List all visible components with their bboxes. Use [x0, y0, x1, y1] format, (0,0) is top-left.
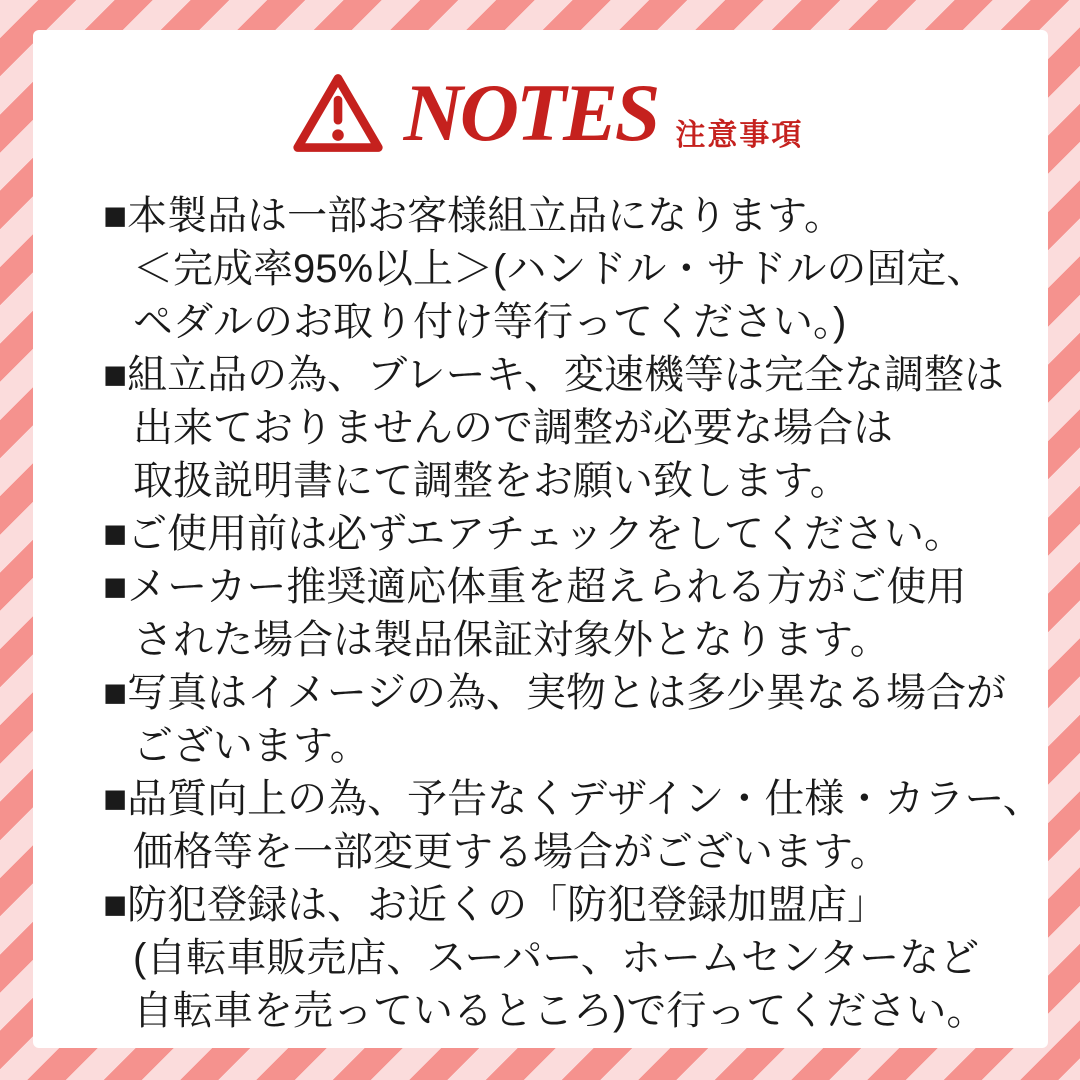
notice-panel [33, 30, 1048, 1048]
note-item [103, 190, 1030, 349]
note-line: ＜完成率95%以上＞(ハンドル・サドルの固定、 [133, 247, 987, 291]
note-line: ■本製品は一部お客様組立品になります。 [103, 194, 844, 238]
note-line: ■組立品の為、ブレーキ、変速機等は完全な調整は [103, 353, 1004, 397]
note-line: ございます。 [133, 724, 370, 768]
notice-header [103, 64, 990, 162]
note-item [103, 508, 1030, 561]
note-item [103, 773, 1043, 879]
note-item [103, 879, 1030, 1038]
page-title: NOTES [403, 67, 658, 158]
note-item [103, 561, 1030, 667]
note-line: ■写真はイメージの為、実物とは多少異なる場合が [103, 671, 1006, 715]
note-item [103, 667, 1030, 773]
note-line: 取扱説明書にて調整をお願い致します。 [133, 459, 850, 503]
note-line: ■品質向上の為、予告なくデザイン・仕様・カラー、 [103, 777, 1043, 821]
note-line: ■メーカー推奨適応体重を超えられる方がご使用 [103, 565, 967, 609]
note-line: (自転車販売店、スーパー、ホームセンターなど [133, 936, 980, 980]
note-line: 価格等を一部変更する場合がございます。 [133, 830, 890, 874]
note-line: 自転車を売っているところ)で行ってください。 [133, 989, 987, 1033]
warning-triangle-icon [290, 69, 386, 157]
notes-list [103, 190, 1043, 1038]
note-line: ペダルのお取り付け等行ってください。) [133, 300, 847, 344]
note-line: された場合は製品保証対象外となります。 [133, 618, 890, 662]
note-line: ■ご使用前は必ずエアチェックをしてください。 [103, 512, 964, 556]
note-line: 出来ておりませんので調整が必要な場合は [133, 406, 893, 450]
note-item [103, 349, 1030, 508]
note-line: ■防犯登録は、お近くの「防犯登録加盟店」 [103, 883, 888, 927]
page-subtitle: 注意事項 [675, 119, 804, 152]
